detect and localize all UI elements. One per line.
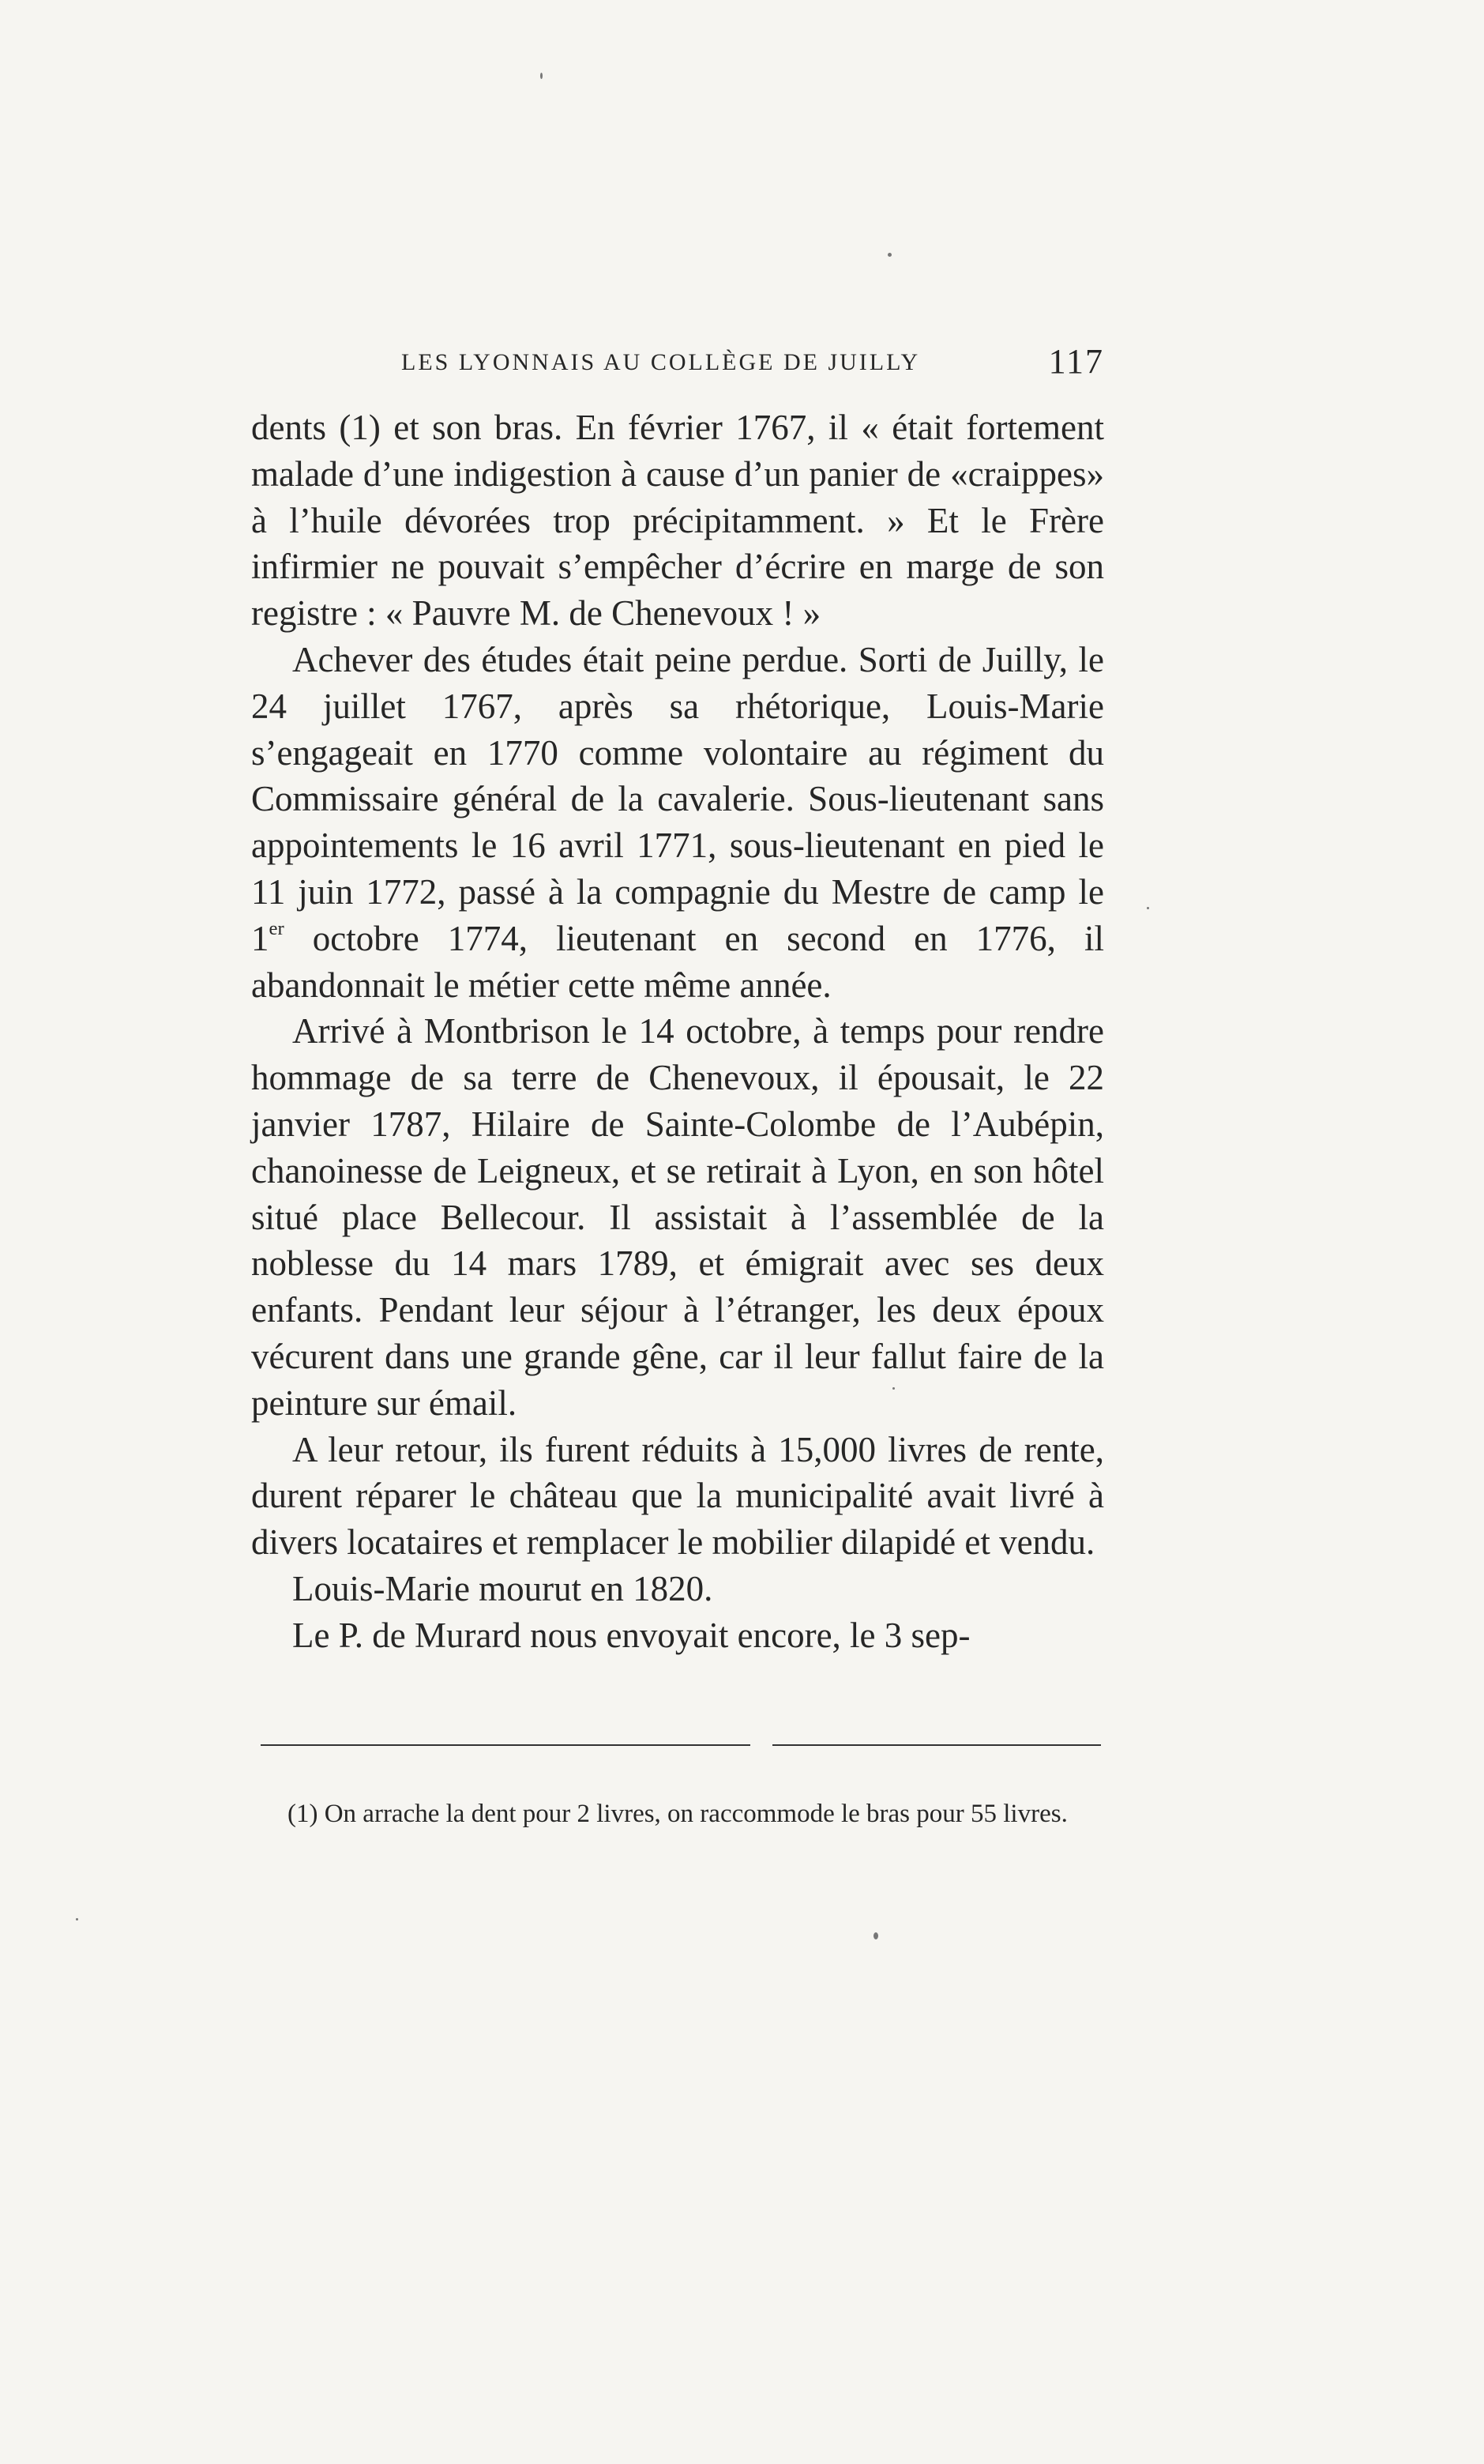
paragraph-5: Louis-Marie mourut en 1820. xyxy=(292,1568,713,1608)
footnote-rule-left xyxy=(261,1744,750,1746)
paragraph-2-text-b: octobre 1774, lieutenant en second en 1776, il abandonnait le métier cette même année. xyxy=(251,918,1104,1005)
paragraph-4: A leur retour, ils furent réduits à 15,000 livres de rente, durent réparer le château que la municipalité avait livré à divers locataires et remplacer le mobilier dilapidé et vendu. xyxy=(251,1429,1104,1563)
paragraph-2 xyxy=(251,637,1104,1008)
paragraph-6: Le P. de Murard nous envoyait encore, le 3 sep- xyxy=(292,1615,971,1655)
paragraph-2-text-a: Achever des études était peine perdue. Sorti de Juilly, le 24 juillet 1767, après sa rhétorique, Louis-Marie s’engageait en 1770 comme volontaire au régiment du Commissaire général de la cavalerie. Sous-lieutenant sans appointements le 16 avril 1771, sous-lieutenant en pied le 11 juin 1772, passé à la compagnie du Mestre de camp le 1 xyxy=(251,639,1104,958)
footnote-text: (1) On arrache la dent pour 2 livres, on raccommode le bras pour 55 livres. xyxy=(287,1800,1068,1828)
running-head: LES LYONNAIS AU COLLÈGE DE JUILLY xyxy=(401,349,921,375)
paragraph-1: dents (1) et son bras. En février 1767, il « était fortement malade d’une indigestion à cause d’un panier de «craippes» à l’huile dévorées trop précipitamment. » Et le Frère infirmier ne pouvait s’empêcher d’écrire en marge de son registre : « Pauvre M. de Chenevoux ! » xyxy=(251,408,1104,634)
paper-speck xyxy=(1147,907,1149,909)
paper-speck xyxy=(540,73,543,79)
paper-speck xyxy=(892,1387,895,1390)
footnote-rule-right xyxy=(772,1744,1101,1746)
page-number: 117 xyxy=(1048,342,1104,381)
paper-speck xyxy=(888,253,892,257)
page-header xyxy=(251,341,1104,389)
paper-speck xyxy=(76,1918,78,1920)
paragraph-3: Arrivé à Montbrison le 14 octobre, à temps pour rendre hommage de sa terre de Chenevoux, il épousait, le 22 janvier 1787, Hilaire de Sainte-Colombe de l’Aubépin, chanoinesse de Leigneux, et se retirait à Lyon, en son hôtel situé place Bellecour. Il assistait à l’assemblée de la noblesse du 14 mars 1789, et émigrait avec ses deux enfants. Pendant leur séjour à l’étranger, les deux époux vécurent dans une grande gêne, car il leur fallut faire de la peinture sur émail. xyxy=(251,1011,1104,1423)
superscript-er: er xyxy=(269,917,284,939)
footnote xyxy=(251,1793,1106,1834)
body-text xyxy=(251,404,1104,1659)
paper-speck xyxy=(873,1932,878,1939)
